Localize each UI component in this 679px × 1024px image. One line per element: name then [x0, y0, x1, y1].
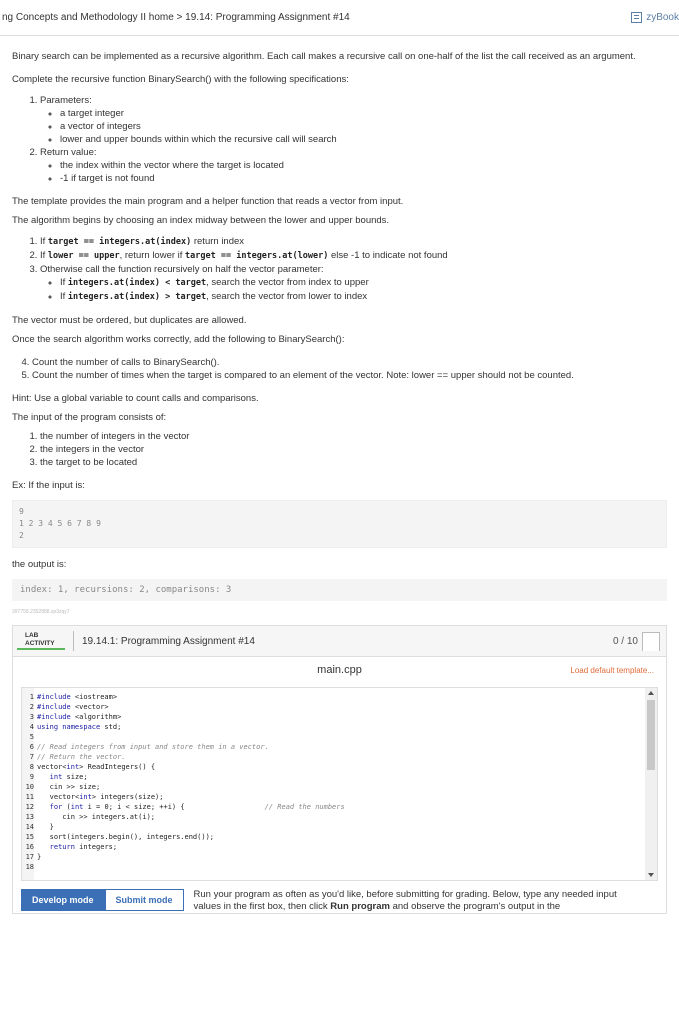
code-editor[interactable]	[21, 687, 658, 881]
sample-input-line: 2	[19, 531, 24, 540]
return-list	[40, 159, 667, 185]
lab-tag-line: LAB	[25, 632, 39, 639]
scroll-down-icon[interactable]	[648, 873, 654, 877]
input-item: 3. the target to be located	[40, 456, 667, 469]
extra-item: 4. Count the number of calls to BinarySearch().	[32, 356, 667, 369]
spec-params	[40, 94, 667, 146]
lab-activity-tag	[17, 632, 65, 650]
mode-bar	[21, 889, 658, 913]
book-icon	[631, 12, 642, 23]
scroll-up-icon[interactable]	[648, 691, 654, 695]
sample-input-line: 9	[19, 507, 24, 516]
extra-item: 5. Count the number of times when the target is compared to an element of the vector. Note: lower == upper should not be counted.	[32, 369, 667, 382]
algo-substeps	[40, 276, 667, 304]
param-item: ◦ a vector of integers	[60, 120, 667, 133]
example-paragraph: Ex: If the input is:	[12, 480, 85, 491]
activity-id: 397758.2352888.qx3zqy7	[12, 609, 70, 615]
submit-mode-button[interactable]: Submit mode	[105, 889, 184, 911]
top-bar	[0, 0, 679, 36]
param-item: ◦ lower and upper bounds within which the recursive call will search	[60, 133, 667, 146]
params-list	[40, 107, 667, 146]
spec-return	[40, 146, 667, 185]
lab-tag-line: ACTIVITY	[25, 640, 55, 647]
return-item: ◦ -1 if target is not found	[60, 172, 667, 185]
input-item: 2. the integers in the vector	[40, 443, 667, 456]
spec-list	[12, 94, 667, 185]
algorithm-paragraph: The algorithm begins by choosing an index midway between the lower and upper bounds.	[12, 215, 390, 226]
return-label: Return value:	[40, 147, 97, 158]
editor-scrollbar[interactable]	[645, 688, 657, 880]
zybook-label: zyBook	[646, 12, 679, 23]
load-default-template-link[interactable]: Load default template...	[570, 665, 654, 675]
lab-title: 19.14.1: Programming Assignment #14	[82, 635, 255, 647]
file-name: main.cpp	[317, 664, 362, 676]
lab-header	[13, 626, 666, 657]
complete-paragraph: Complete the recursive function BinarySearch() with the following specifications:	[12, 74, 349, 85]
hint-paragraph: Hint: Use a global variable to count calls and comparisons.	[12, 393, 259, 404]
ordered-paragraph: The vector must be ordered, but duplicates are allowed.	[12, 315, 247, 326]
run-instructions: Run your program as often as you'd like, before submitting for grading. Below, type any needed input values in the first box, then click Run program and observe the program's output in the	[193, 889, 617, 912]
sample-output: index: 1, recursions: 2, comparisons: 3	[12, 579, 667, 601]
input-item: 1. the number of integers in the vector	[40, 430, 667, 443]
algo-step-2: 2. If lower == upper, return lower if target == integers.at(lower) else -1 to indicate not found	[40, 249, 667, 263]
assignment-content	[0, 50, 679, 615]
input-paragraph: The input of the program consists of:	[12, 412, 167, 423]
algo-substep: ◦ If integers.at(index) > target, search the vector from lower to index	[60, 290, 667, 304]
breadcrumb[interactable]: ng Concepts and Methodology II home > 19.14: Programming Assignment #14	[2, 12, 350, 23]
algo-step-1: 1. If target == integers.at(index) return index	[40, 235, 667, 249]
once-paragraph: Once the search algorithm works correctly, add the following to BinarySearch():	[12, 334, 345, 345]
params-label: Parameters:	[40, 95, 92, 106]
return-item: ◦ the index within the vector where the target is located	[60, 159, 667, 172]
algo-substep: ◦ If integers.at(index) < target, search the vector from index to upper	[60, 276, 667, 290]
extra-list	[12, 356, 667, 382]
completion-box	[642, 632, 660, 651]
sample-input-line: 1 2 3 4 5 6 7 8 9	[19, 519, 101, 528]
lab-activity	[12, 625, 667, 914]
divider	[73, 631, 74, 651]
template-paragraph: The template provides the main program and a helper function that reads a vector from input.	[12, 196, 404, 207]
algorithm-steps	[12, 235, 667, 304]
sample-input	[12, 500, 667, 548]
algo-step-3: 3. Otherwise call the function recursively on half the vector parameter: ◦ If integers.at(index) < target, search the vector from index to upper ◦ If integers.at(index) > target, search the vector from lower to index	[40, 263, 667, 304]
lab-score: 0 / 10	[612, 635, 638, 647]
code-text[interactable]: 1 #include <iostream> 2 #include <vector> 3 #include <algorithm> 4 using namespace std; 5 6 // Read integers from input and store them in a vector. 7 // Return the vector. 8 vector<int> ReadIntegers() { 9 int size; 10 cin >> size; 11 vector<int> integers(size); 12 for (int i = 0; i < size; ++i) { // Read the numbers 13 cin >> integers.at(i); 14 } 15 sort(integers.begin(), integers.end()); 16 return integers; 17 } 18	[25, 693, 345, 871]
output-paragraph: the output is:	[12, 559, 67, 570]
zybook-link[interactable]	[631, 12, 679, 23]
scrollbar-thumb[interactable]	[647, 700, 655, 770]
develop-mode-button[interactable]: Develop mode	[21, 889, 105, 911]
input-list	[12, 430, 667, 469]
intro-paragraph: Binary search can be implemented as a recursive algorithm. Each call makes a recursive call on one-half of the list the call received as an argument.	[12, 51, 636, 62]
editor-bar	[13, 657, 666, 683]
param-item: ◦ a target integer	[60, 107, 667, 120]
